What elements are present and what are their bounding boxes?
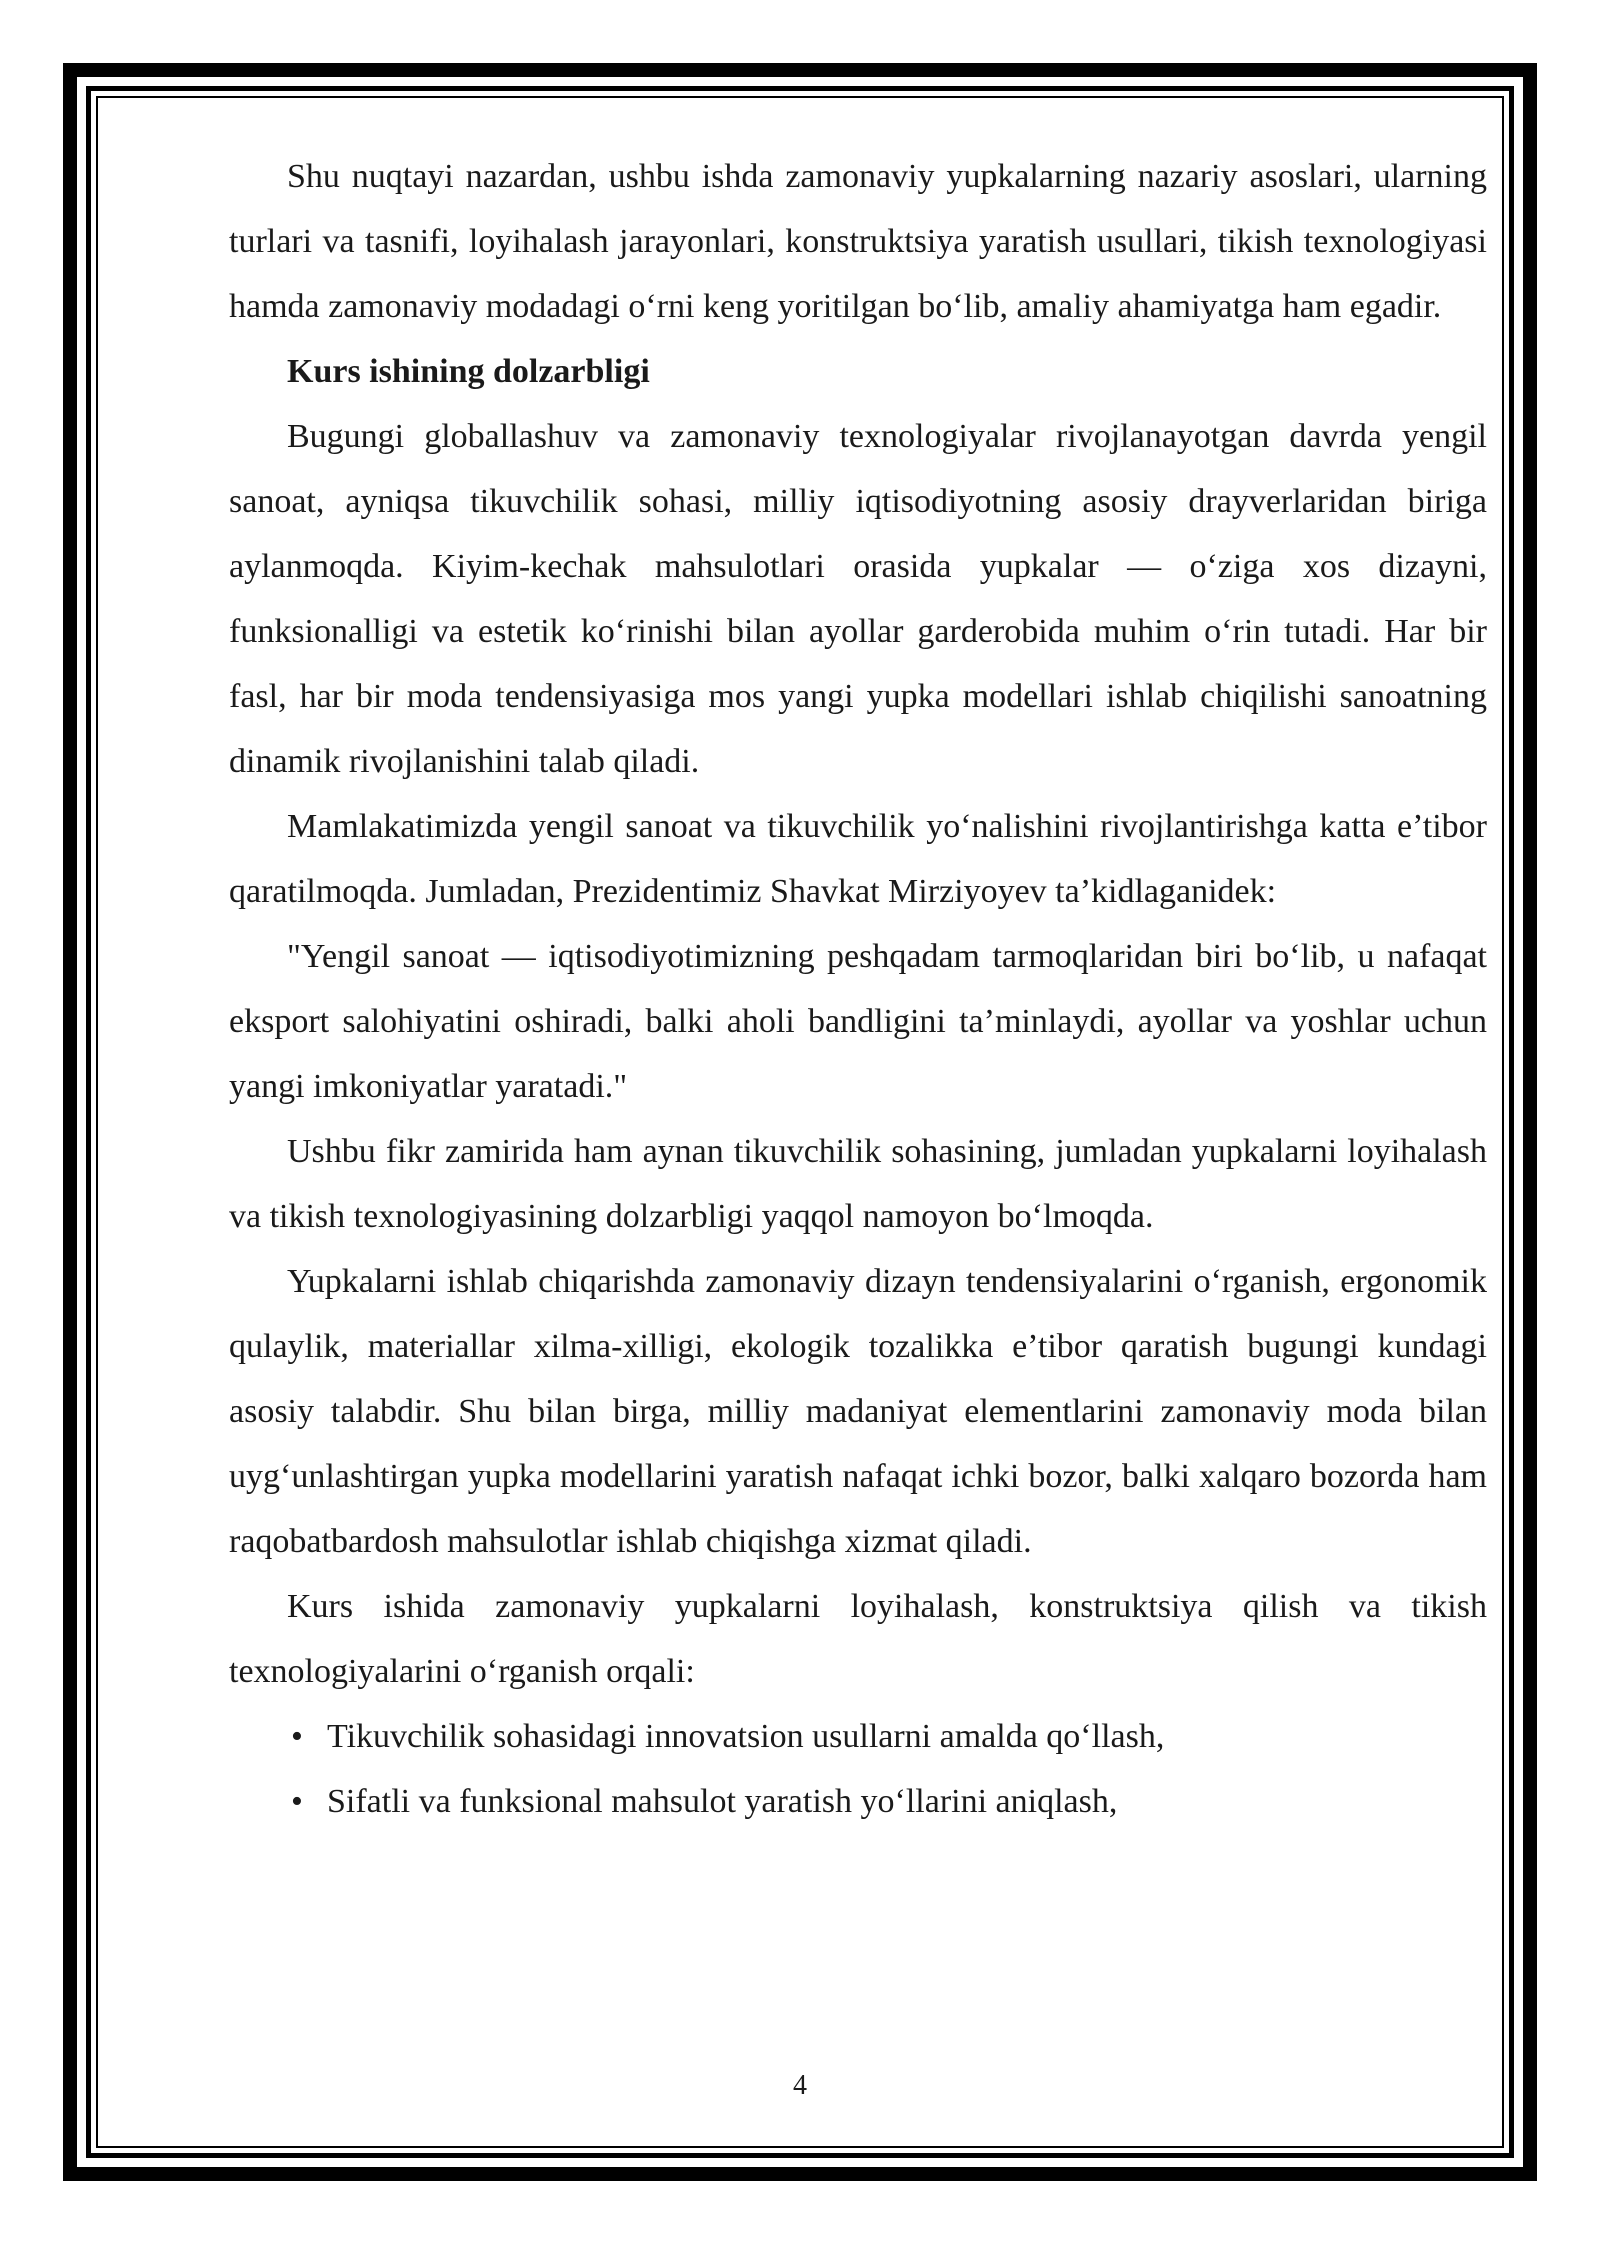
bullet-text: Tikuvchilik sohasidagi innovatsion usullarni amalda qo‘llash,: [327, 1718, 1165, 1755]
bullet-item: [229, 1704, 1487, 1769]
paragraph-course-goals: Kurs ishida zamonaviy yupkalarni loyihalash, konstruktsiya qilish va tikish texnologiyalarini o‘rganish orqali:: [229, 1588, 1487, 1690]
section-heading: Kurs ishining dolzarbligi: [287, 353, 650, 390]
paragraph-design-trends: Yupkalarni ishlab chiqarishda zamonaviy dizayn tendensiyalarini o‘rganish, ergonomik qulaylik, materiallar xilma-xilligi, ekologik tozalikka e’tibor qaratish bugungi kundagi asosiy talabdir. Shu bilan birga, milliy madaniyat elementlarini zamonaviy moda bilan uyg‘unlashtirgan yupka modellarini yaratish nafaqat ichki bozor, balki xalqaro bozorda ham raqobatbardosh mahsulotlar ishlab chiqishga xizmat qiladi.: [229, 1263, 1487, 1560]
paragraph-relevance: Bugungi globallashuv va zamonaviy texnologiyalar rivojlanayotgan davrda yengil sanoat, ayniqsa tikuvchilik sohasi, milliy iqtisodiyotning asosiy drayverlaridan biriga aylanmoqda. Kiyim-kechak mahsulotlari orasida yupkalar — o‘ziga xos dizayni, funksionalligi va estetik ko‘rinishi bilan ayollar garderobida muhim o‘rin tutadi. Har bir fasl, har bir moda tendensiyasiga mos yangi yupka modellari ishlab chiqilishi sanoatning dinamik rivojlanishini talab qiladi.: [229, 418, 1487, 780]
bullet-item: [229, 1769, 1487, 1834]
bullet-marker: •: [291, 1718, 303, 1755]
bullet-marker: •: [291, 1783, 303, 1820]
document-body: [229, 144, 1487, 1834]
paragraph-government: Mamlakatimizda yengil sanoat va tikuvchilik yo‘nalishini rivojlantirishga katta e’tibor qaratilmoqda. Jumladan, Prezidentimiz Shavkat Mirziyoyev ta’kidlaganidek:: [229, 808, 1487, 910]
paragraph-conclusion: Ushbu fikr zamirida ham aynan tikuvchilik sohasining, jumladan yupkalarni loyihalash va tikish texnologiyasining dolzarbligi yaqqol namoyon bo‘lmoqda.: [229, 1133, 1487, 1235]
bullet-list: [229, 1704, 1487, 1834]
page-number: 4: [793, 2070, 807, 2101]
paragraph-intro: Shu nuqtayi nazardan, ushbu ishda zamonaviy yupkalarning nazariy asoslari, ularning turlari va tasnifi, loyihalash jarayonlari, konstruktsiya yaratish usullari, tikish texnologiyasi hamda zamonaviy modadagi o‘rni keng yoritilgan bo‘lib, amaliy ahamiyatga ham egadir.: [229, 158, 1487, 325]
bullet-text: Sifatli va funksional mahsulot yaratish yo‘llarini aniqlash,: [327, 1783, 1118, 1820]
paragraph-quote: "Yengil sanoat — iqtisodiyotimizning peshqadam tarmoqlaridan biri bo‘lib, u nafaqat eksport salohiyatini oshiradi, balki aholi bandligini ta’minlaydi, ayollar va yoshlar uchun yangi imkoniyatlar yaratadi.": [229, 938, 1487, 1105]
